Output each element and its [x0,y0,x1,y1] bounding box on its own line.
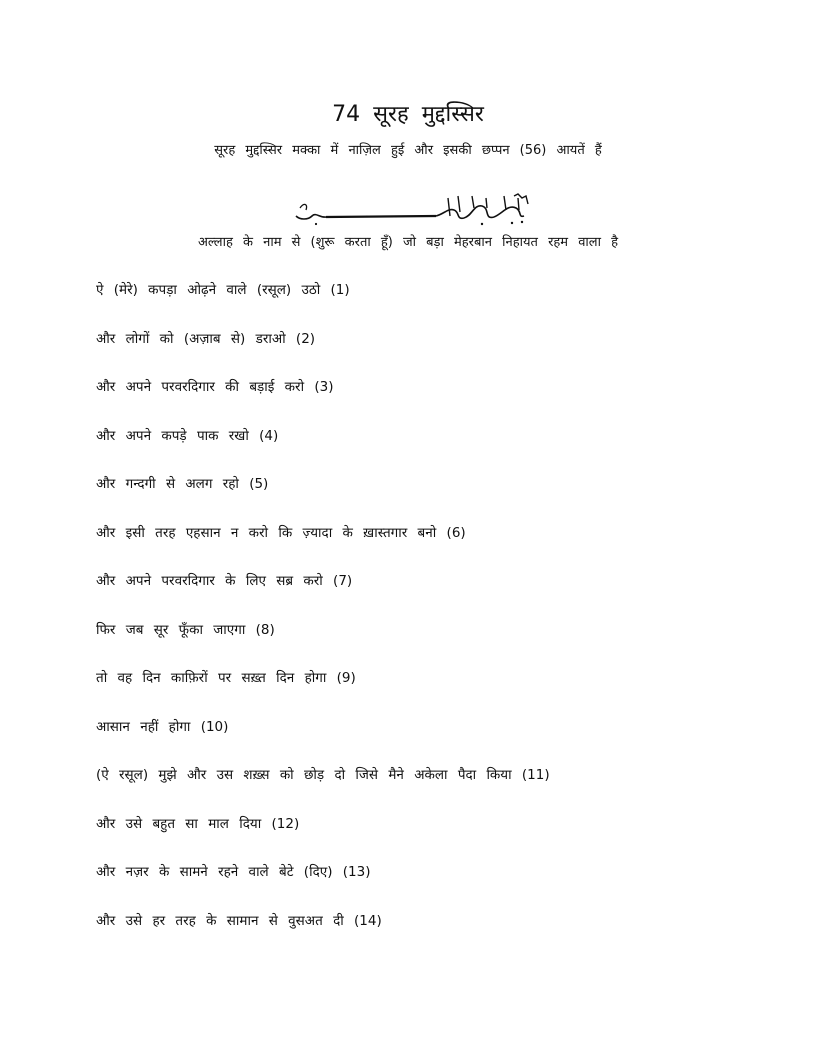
verse-14: और उसे हर तरह के सामान से वुसअत दी (14) [96,912,382,929]
verse-11: (ऐ रसूल) मुझे और उस शख़्स को छोड़ दो जिसे मैने अकेला पैदा किया (11) [96,767,550,783]
verse-1: ऐ (मेरे) कपड़ा ओढ़ने वाले (रसूल) उठो (1) [96,282,350,298]
verse-2: और लोगों को (अज़ाब से) डराओ (2) [96,330,316,347]
verse-6: और इसी तरह एहसान न करो कि ज़्यादा के ख़ास्तगार बनो (6) [96,524,466,541]
verse-10: आसान नहीं होगा (10) [96,718,229,735]
verse-5: और गन्दगी से अलग रहो (5) [96,476,269,492]
verse-9: तो वह दिन काफ़िरों पर सख़्त दिन होगा (9) [96,670,356,686]
page-title: 74 सूरह मुद्दस्सिर [332,102,484,127]
verse-7: और अपने परवरदिगार के लिए सब्र करो (7) [96,573,353,589]
verse-4: और अपने कपड़े पाक रखो (4) [96,427,279,444]
verse-list [96,280,776,959]
verse-12: और उसे बहुत सा माल दिया (12) [96,815,300,832]
bismillah-translation: अल्लाह के नाम से (शुरू करता हूँ) जो बड़ा मेहरबान निहायत रहम वाला है [197,235,619,250]
bismillah-calligraphy-image [286,190,532,228]
verse-8: फिर जब सूर फूँका जाएगा (8) [96,621,275,638]
surah-subtitle: सूरह मुद्दस्सिर मक्का में नाज़िल हुई और इसकी छप्पन (56) आयतें हैं [214,143,602,158]
verse-3: और अपने परवरदिगार की बड़ाई करो (3) [96,379,334,395]
verse-13: और नज़र के सामने रहने वाले बेटे (दिए) (13) [96,864,371,880]
